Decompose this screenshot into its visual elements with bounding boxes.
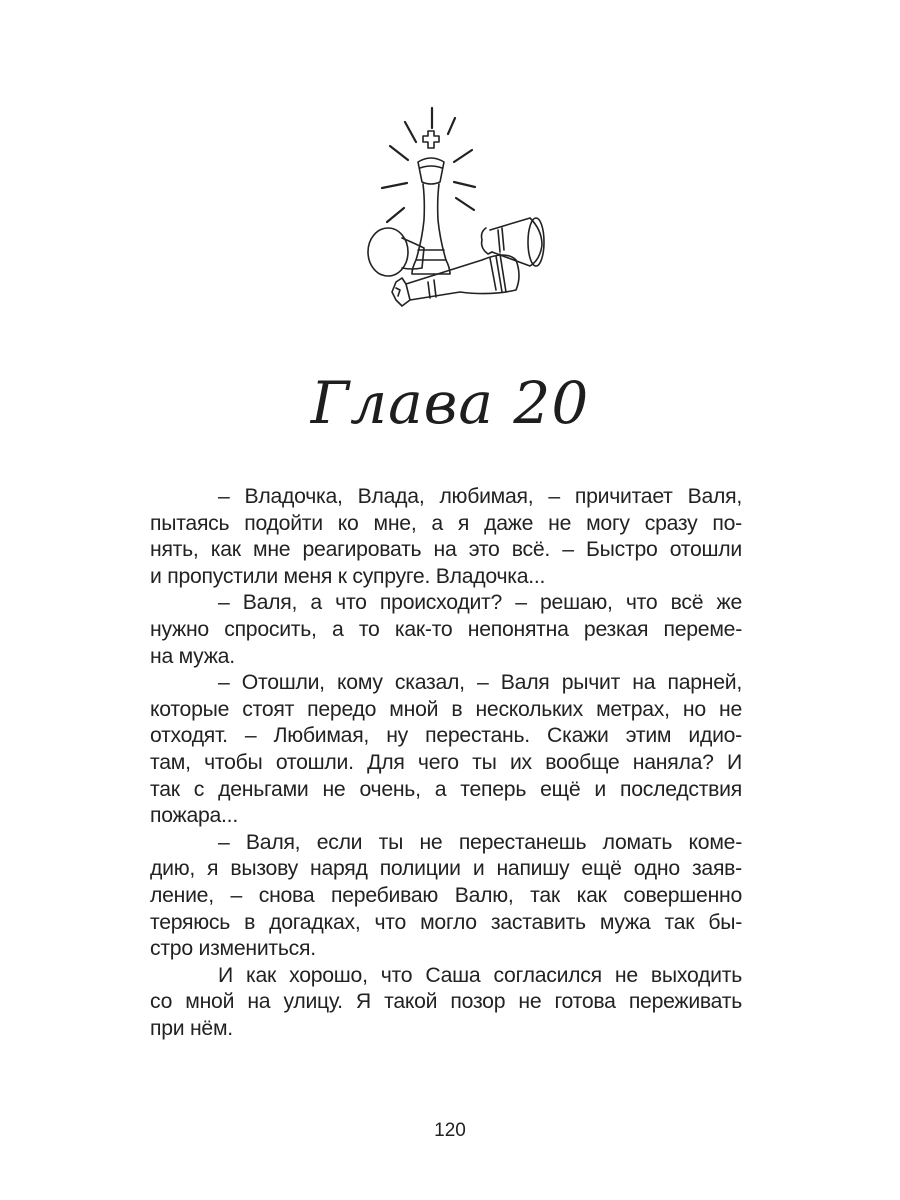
text-line: теряюсь в догадках, что могло заставить мужа так бы- [150, 910, 742, 934]
text-line: при нём. [150, 1016, 233, 1040]
text-line: – Отошли, кому сказал, – Валя рычит на парней, [218, 671, 742, 695]
text-line: на мужа. [150, 644, 235, 668]
text-line: ление, – снова перебиваю Валю, так как совершенно [150, 883, 742, 907]
paragraph [150, 590, 742, 670]
text-line: И как хорошо, что Саша согласился не выходить [218, 963, 742, 987]
text-line: – Владочка, Влада, любимая, – причитает Валя, [218, 485, 742, 508]
text-line: пожара... [150, 804, 238, 828]
chess-king-ornament-icon [350, 100, 550, 310]
text-line: нужно спросить, а то как-то непонятна резкая переме- [150, 617, 742, 641]
paragraph [150, 963, 742, 1043]
text-line: там, чтобы отошли. Для чего ты их вообще наняла? И [150, 750, 742, 774]
paragraph [150, 484, 742, 590]
text-line: – Валя, а что происходит? – решаю, что всё же [218, 591, 742, 615]
chapter-body [150, 484, 742, 1042]
text-line: – Валя, если ты не перестанешь ломать коме- [218, 830, 742, 854]
paragraph [150, 830, 742, 963]
text-line: пытаясь подойти ко мне, а я даже не могу сразу по- [150, 511, 742, 535]
text-line: и пропустили меня к супруге. Владочка... [150, 564, 546, 588]
text-line: нять, как мне реагировать на это всё. – Быстро отошли [150, 538, 742, 562]
text-line: которые стоят передо мной в нескольких метрах, но не [150, 697, 742, 721]
text-line: стро измениться. [150, 937, 316, 961]
chapter-title: Глава 20 [310, 369, 590, 437]
text-line: дию, я вызову наряд полиции и напишу ещё одно заяв- [150, 857, 742, 881]
text-line: так с деньгами не очень, а теперь ещё и последствия [150, 777, 742, 801]
text-line: отходят. – Любимая, ну перестань. Скажи этим идио- [150, 724, 742, 748]
page-number: 120 [434, 1120, 466, 1141]
text-line: со мной на улицу. Я такой позор не готова переживать [150, 990, 742, 1014]
paragraph [150, 670, 742, 830]
